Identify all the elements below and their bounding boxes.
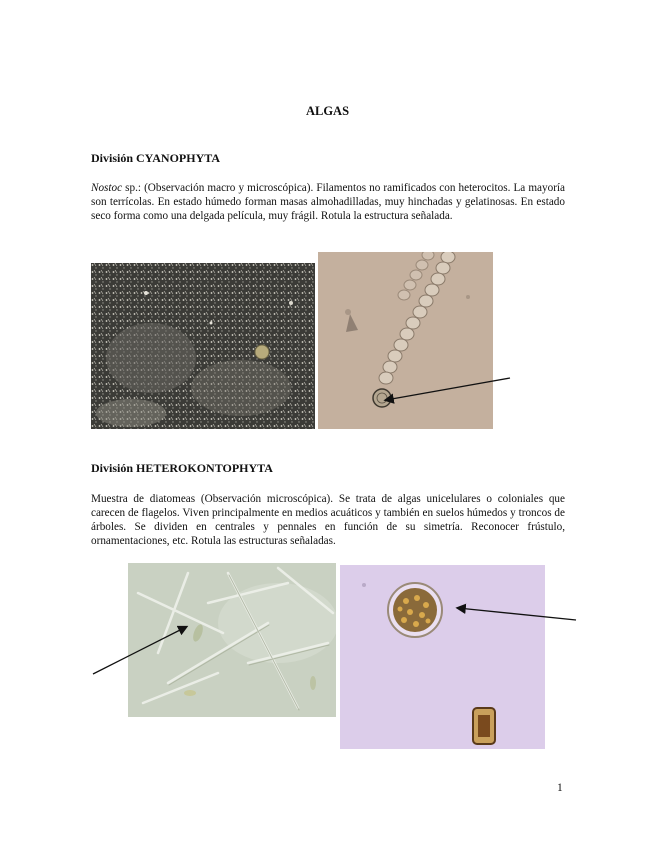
- diatoms-pennate-photo: [128, 563, 336, 717]
- heading-prefix: División: [91, 151, 134, 165]
- heading-prefix: División: [91, 461, 134, 475]
- section-heading-cyanophyta: [91, 151, 220, 166]
- diatom-centric-photo: [340, 565, 545, 749]
- page-title: ALGAS: [305, 104, 350, 118]
- paragraph-text: sp.: (Observación macro y microscópica). Filamentos no ramificados con heterocitos. La mayoría son terrícolas. En estado húmedo forman masas almohadilladas, muy hinchadas y gelatinosas. En estado seco forma como una delgada película, muy frágil. Rotula la estructura señalada.: [91, 182, 565, 222]
- section-paragraph-cyanophyta: [91, 181, 565, 223]
- heading-name: HETEROKONTOPHYTA: [136, 461, 273, 475]
- section-heading-heterokontophyta: [91, 461, 273, 476]
- genus-name: Nostoc: [91, 182, 123, 194]
- section-paragraph-heterokontophyta: Muestra de diatomeas (Observación microscópica). Se trata de algas unicelulares o coloniales que carecen de flagelos. Viven principalmente en medios acuáticos y también en suelos húmedos y troncos de árboles. Se dividen en centrales y pennales en función de su simetría. Reconocer frústulo, ornamentaciones, etc. Rotula las estructuras señaladas.: [91, 493, 565, 547]
- nostoc-macro-photo: [91, 263, 315, 429]
- heading-name: CYANOPHYTA: [136, 151, 221, 165]
- nostoc-micro-photo: [318, 252, 493, 429]
- page-number: 1: [557, 782, 563, 794]
